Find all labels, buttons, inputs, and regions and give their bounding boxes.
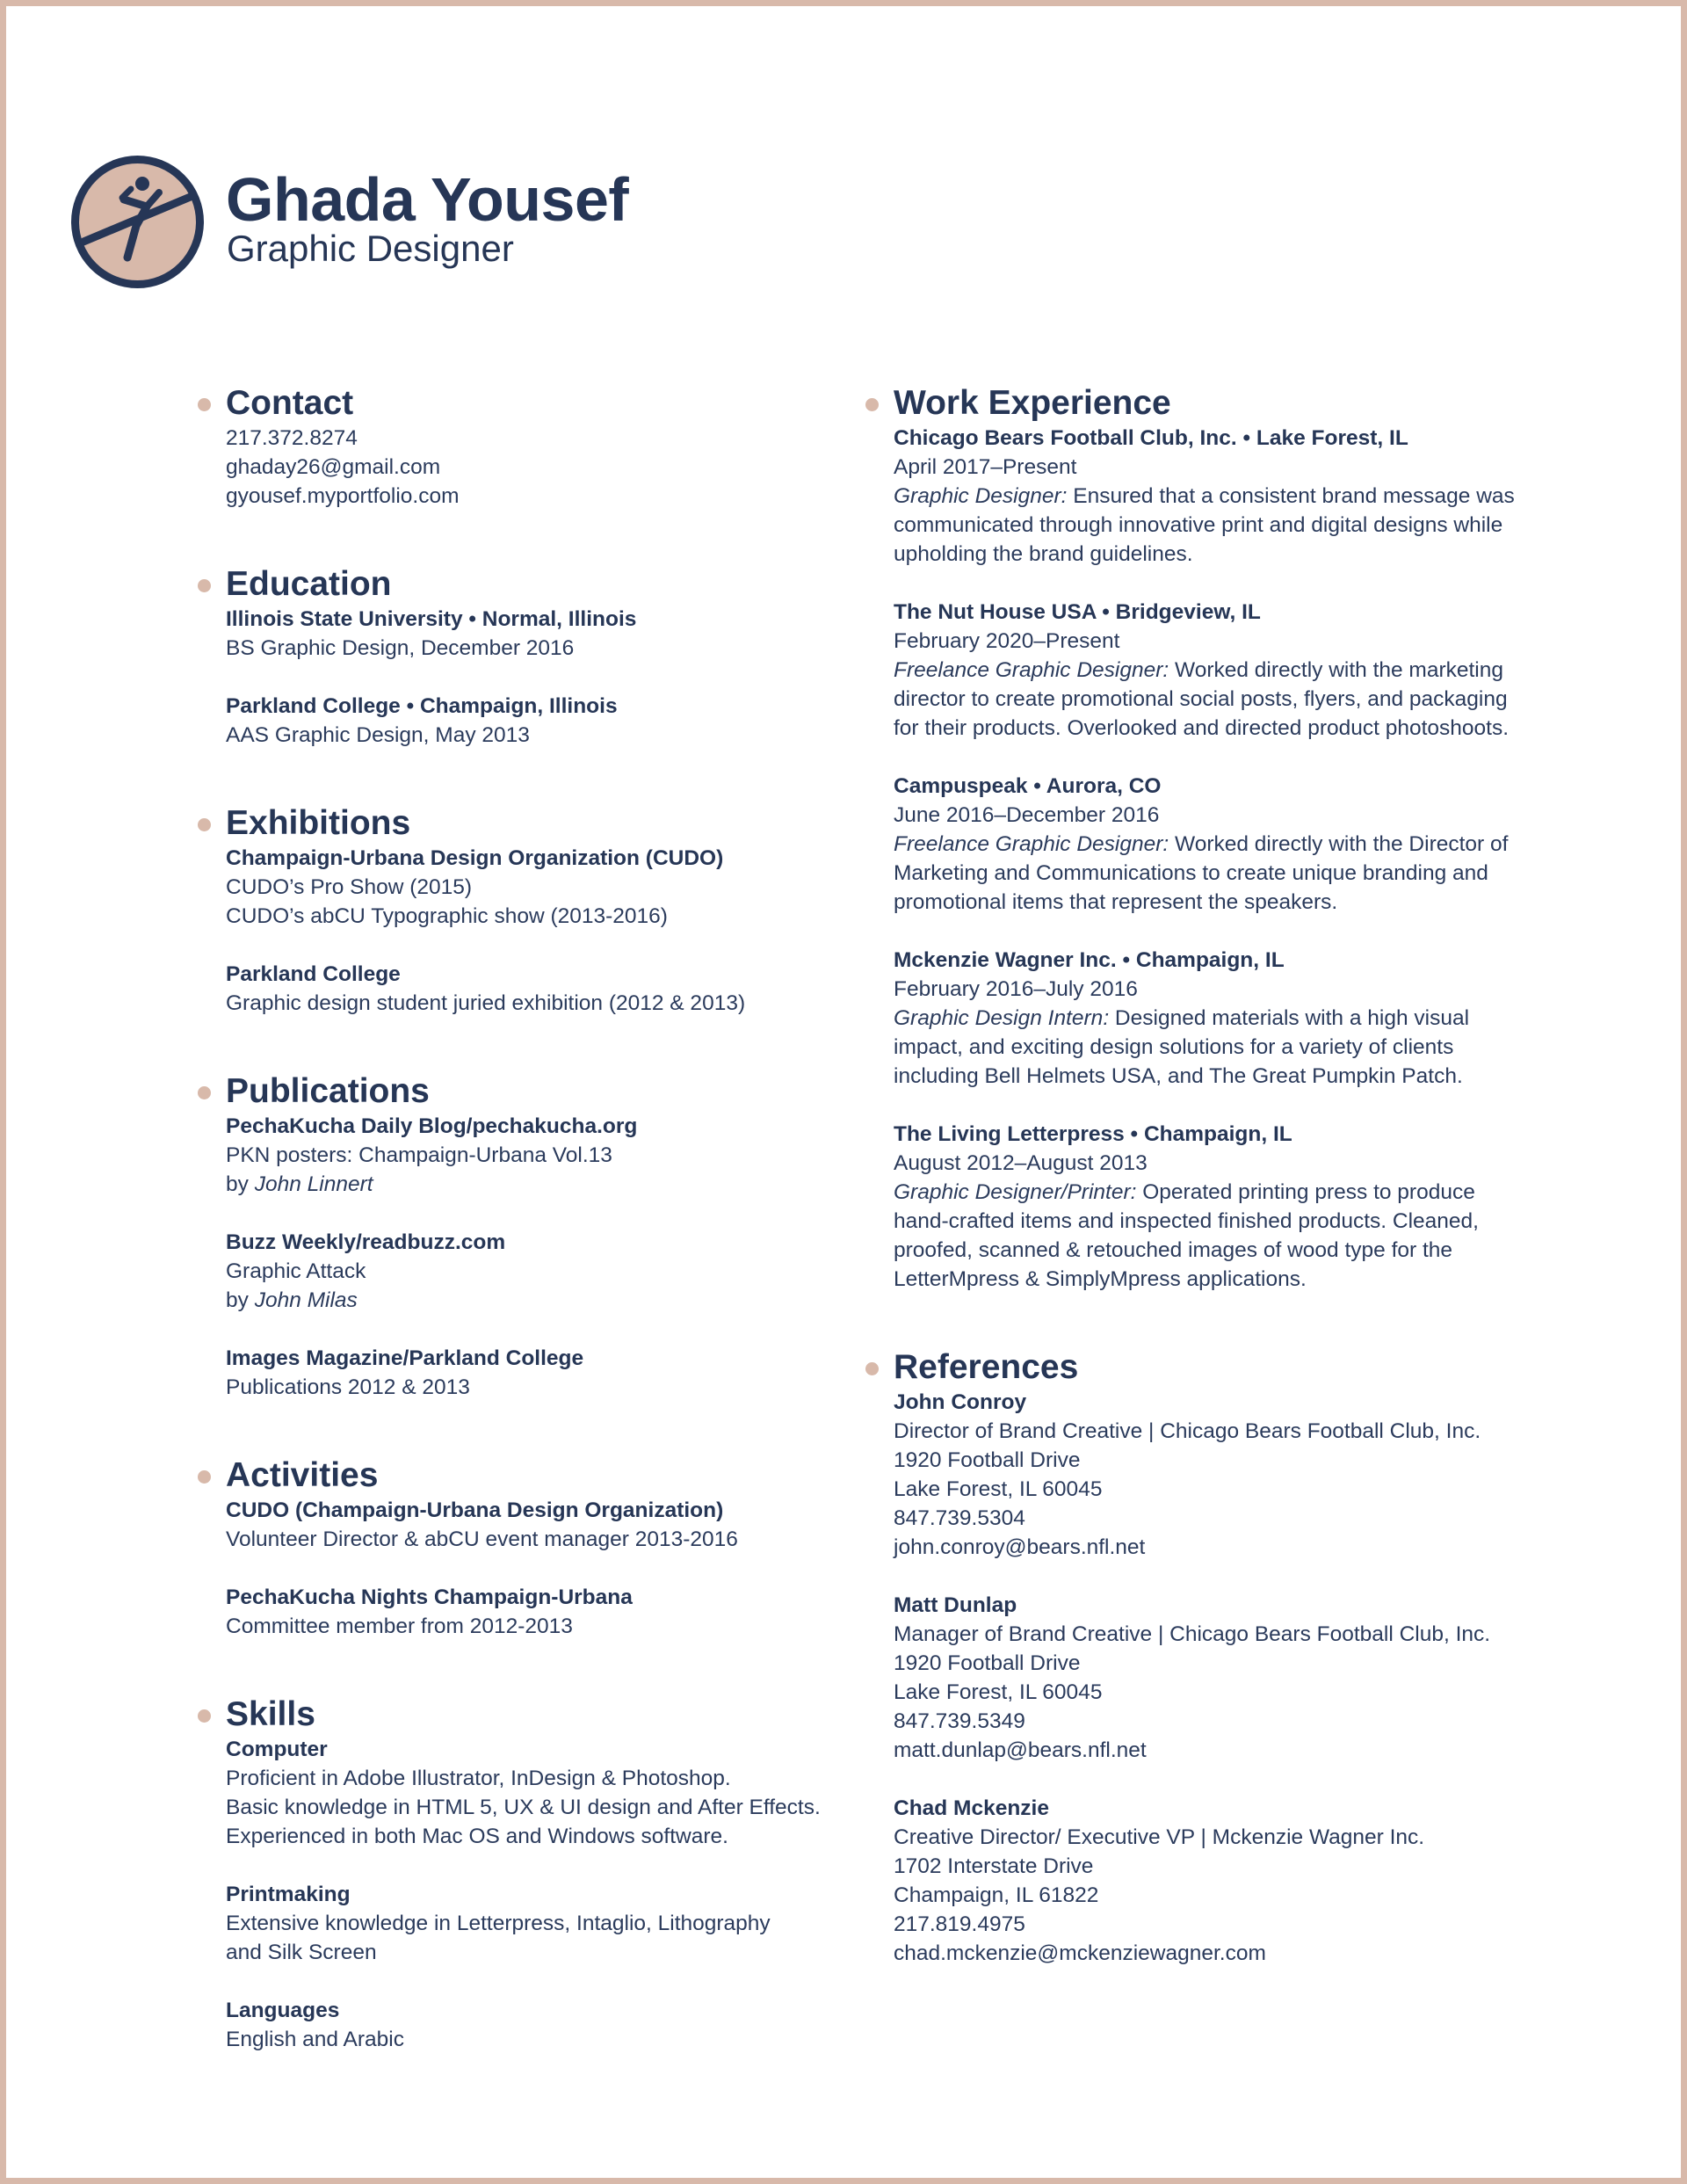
entry-description <box>894 1004 1596 1033</box>
description-text: Worked directly with the Director of <box>1169 832 1509 856</box>
section-title: Skills <box>226 1695 315 1733</box>
work-experience-section <box>894 384 1596 1294</box>
section-bullet-icon <box>198 1709 211 1723</box>
section-bullet-icon <box>198 579 211 592</box>
reference-street: 1702 Interstate Drive <box>894 1854 1094 1878</box>
byline-prefix: by <box>226 1288 255 1312</box>
list-item <box>894 1388 1596 1562</box>
reference-email: john.conroy@bears.nfl.net <box>894 1535 1146 1559</box>
contact-email: ghaday26@gmail.com <box>226 455 441 479</box>
list-item <box>894 946 1596 1091</box>
author-name: John Linnert <box>254 1172 373 1196</box>
entry-line: CUDO’s abCU Typographic show (2013-2016) <box>226 904 668 928</box>
list-item <box>226 1344 876 1402</box>
reference-city: Champaign, IL 61822 <box>894 1883 1099 1907</box>
entry-heading: CUDO (Champaign-Urbana Design Organization) <box>226 1498 724 1522</box>
entry-line: and Silk Screen <box>226 1941 377 1964</box>
candidate-title: Graphic Designer <box>227 228 514 269</box>
contact-section <box>226 384 876 511</box>
entry-heading: Images Magazine/Parkland College <box>226 1346 584 1370</box>
list-item <box>894 424 1596 569</box>
entry-line: promotional items that represent the speakers. <box>894 890 1338 914</box>
entry-heading: Parkland College • Champaign, Illinois <box>226 694 618 718</box>
entry-heading: Campuspeak • Aurora, CO <box>894 774 1162 798</box>
list-item <box>894 1120 1596 1294</box>
entry-line: for their products. Overlooked and directed product photoshoots. <box>894 716 1510 740</box>
publications-section <box>226 1072 876 1402</box>
section-bullet-icon <box>198 398 211 411</box>
education-section <box>226 565 876 750</box>
entry-heading: Parkland College <box>226 962 401 986</box>
entry-line: PKN posters: Champaign-Urbana Vol.13 <box>226 1143 612 1167</box>
entry-heading: Languages <box>226 1999 340 2022</box>
left-column <box>226 384 876 2054</box>
job-role: Freelance Graphic Designer: <box>894 658 1169 682</box>
reference-position: Director of Brand Creative | Chicago Bears Football Club, Inc. <box>894 1419 1481 1443</box>
entry-line: director to create promotional social posts, flyers, and packaging <box>894 687 1508 711</box>
entry-heading: Computer <box>226 1738 328 1761</box>
list-item <box>894 598 1596 743</box>
entry-line: impact, and exciting design solutions for a variety of clients <box>894 1035 1454 1059</box>
list-item <box>226 605 876 663</box>
section-bullet-icon <box>198 818 211 831</box>
list-item <box>226 844 876 931</box>
section-title: Contact <box>226 384 354 422</box>
reference-phone: 847.739.5304 <box>894 1506 1025 1530</box>
entry-heading: Champaign-Urbana Design Organization (CUDO) <box>226 846 724 870</box>
entry-description <box>894 830 1596 859</box>
entry-description <box>894 656 1596 685</box>
list-item <box>226 1735 876 1851</box>
entry-line: upholding the brand guidelines. <box>894 542 1193 566</box>
entry-line: Basic knowledge in HTML 5, UX & UI design and After Effects. <box>226 1796 821 1819</box>
entry-line: Publications 2012 & 2013 <box>226 1375 470 1399</box>
section-title: Activities <box>226 1456 379 1494</box>
list-item <box>894 1794 1596 1968</box>
entry-line: Marketing and Communications to create unique branding and <box>894 861 1488 885</box>
reference-street: 1920 Football Drive <box>894 1651 1081 1675</box>
reference-city: Lake Forest, IL 60045 <box>894 1680 1103 1704</box>
entry-heading: PechaKucha Daily Blog/pechakucha.org <box>226 1114 638 1138</box>
entry-dates: June 2016–December 2016 <box>894 803 1160 827</box>
entry-line: BS Graphic Design, December 2016 <box>226 636 575 660</box>
entry-heading: The Living Letterpress • Champaign, IL <box>894 1122 1292 1146</box>
entry-line: LetterMpress & SimplyMpress applications. <box>894 1267 1307 1291</box>
entry-line: Extensive knowledge in Letterpress, Intaglio, Lithography <box>226 1912 771 1935</box>
job-role: Graphic Designer: <box>894 484 1068 508</box>
reference-position: Manager of Brand Creative | Chicago Bears Football Club, Inc. <box>894 1622 1491 1646</box>
entry-dates: April 2017–Present <box>894 455 1077 479</box>
reference-city: Lake Forest, IL 60045 <box>894 1477 1103 1501</box>
entry-heading: Printmaking <box>226 1883 351 1906</box>
reference-email: chad.mckenzie@mckenziewagner.com <box>894 1941 1266 1965</box>
entry-line: Volunteer Director & abCU event manager 2013-2016 <box>226 1527 738 1551</box>
entry-line: CUDO’s Pro Show (2015) <box>226 875 473 899</box>
contact-details <box>226 424 876 511</box>
list-item <box>226 1496 876 1554</box>
entry-line: AAS Graphic Design, May 2013 <box>226 723 530 747</box>
section-title: Publications <box>226 1072 430 1110</box>
section-bullet-icon <box>865 1362 879 1375</box>
candidate-name: Ghada Yousef <box>226 165 629 234</box>
entry-line: Graphic design student juried exhibition (2012 & 2013) <box>226 991 746 1015</box>
section-bullet-icon <box>198 1470 211 1484</box>
reference-name: John Conroy <box>894 1390 1027 1414</box>
entry-line: Experienced in both Mac OS and Windows software. <box>226 1825 728 1848</box>
entry-heading: The Nut House USA • Bridgeview, IL <box>894 600 1261 624</box>
byline-prefix: by <box>226 1172 255 1196</box>
entry-line: proofed, scanned & retouched images of wood type for the <box>894 1238 1453 1262</box>
entry-description <box>894 482 1596 511</box>
entry-line: communicated through innovative print and digital designs while <box>894 513 1503 537</box>
entry-byline <box>226 1286 876 1315</box>
section-title: References <box>894 1348 1079 1386</box>
entry-dates: August 2012–August 2013 <box>894 1151 1148 1175</box>
right-column <box>894 384 1596 1968</box>
entry-line: Graphic Attack <box>226 1259 366 1283</box>
entry-line: Proficient in Adobe Illustrator, InDesign & Photoshop. <box>226 1767 731 1790</box>
contact-website: gyousef.myportfolio.com <box>226 484 460 508</box>
entry-description <box>894 1178 1596 1207</box>
list-item <box>894 1591 1596 1765</box>
description-text: Ensured that a consistent brand message was <box>1067 484 1515 508</box>
entry-dates: February 2016–July 2016 <box>894 977 1138 1001</box>
reference-phone: 847.739.5349 <box>894 1709 1025 1733</box>
description-text: Designed materials with a high visual <box>1109 1006 1470 1030</box>
list-item <box>226 960 876 1018</box>
reference-email: matt.dunlap@bears.nfl.net <box>894 1738 1147 1762</box>
entry-byline <box>226 1170 876 1199</box>
section-bullet-icon <box>198 1086 211 1099</box>
exhibitions-section <box>226 804 876 1018</box>
contact-phone: 217.372.8274 <box>226 426 358 450</box>
list-item <box>226 1880 876 1967</box>
entry-heading: Mckenzie Wagner Inc. • Champaign, IL <box>894 948 1285 972</box>
entry-heading: Chicago Bears Football Club, Inc. • Lake Forest, IL <box>894 426 1408 450</box>
entry-heading: Illinois State University • Normal, Illinois <box>226 607 637 631</box>
entry-line: hand-crafted items and inspected finished products. Cleaned, <box>894 1209 1479 1233</box>
entry-line: including Bell Helmets USA, and The Great Pumpkin Patch. <box>894 1064 1463 1088</box>
section-title: Work Experience <box>894 384 1171 422</box>
entry-line: Committee member from 2012-2013 <box>226 1614 573 1638</box>
entry-dates: February 2020–Present <box>894 629 1120 653</box>
job-role: Graphic Designer/Printer: <box>894 1180 1137 1204</box>
entry-heading: PechaKucha Nights Champaign-Urbana <box>226 1585 633 1609</box>
entry-heading: Buzz Weekly/readbuzz.com <box>226 1230 506 1254</box>
description-text: Operated printing press to produce <box>1136 1180 1475 1204</box>
job-role: Graphic Design Intern: <box>894 1006 1110 1030</box>
runner-circle-logo-icon <box>69 154 206 290</box>
reference-phone: 217.819.4975 <box>894 1912 1025 1936</box>
references-section <box>894 1348 1596 1968</box>
list-item <box>226 1112 876 1199</box>
entry-line: English and Arabic <box>226 2028 404 2051</box>
list-item <box>226 692 876 750</box>
description-text: Worked directly with the marketing <box>1169 658 1504 682</box>
reference-name: Chad Mckenzie <box>894 1796 1049 1820</box>
list-item <box>226 1996 876 2054</box>
section-title: Education <box>226 565 392 603</box>
section-bullet-icon <box>865 398 879 411</box>
reference-position: Creative Director/ Executive VP | Mckenzie Wagner Inc. <box>894 1825 1425 1849</box>
activities-section <box>226 1456 876 1641</box>
job-role: Freelance Graphic Designer: <box>894 832 1169 856</box>
skills-section <box>226 1695 876 2054</box>
section-title: Exhibitions <box>226 804 411 842</box>
author-name: John Milas <box>254 1288 358 1312</box>
reference-name: Matt Dunlap <box>894 1593 1017 1617</box>
list-item <box>226 1583 876 1641</box>
list-item <box>226 1228 876 1315</box>
list-item <box>894 772 1596 917</box>
reference-street: 1920 Football Drive <box>894 1448 1081 1472</box>
